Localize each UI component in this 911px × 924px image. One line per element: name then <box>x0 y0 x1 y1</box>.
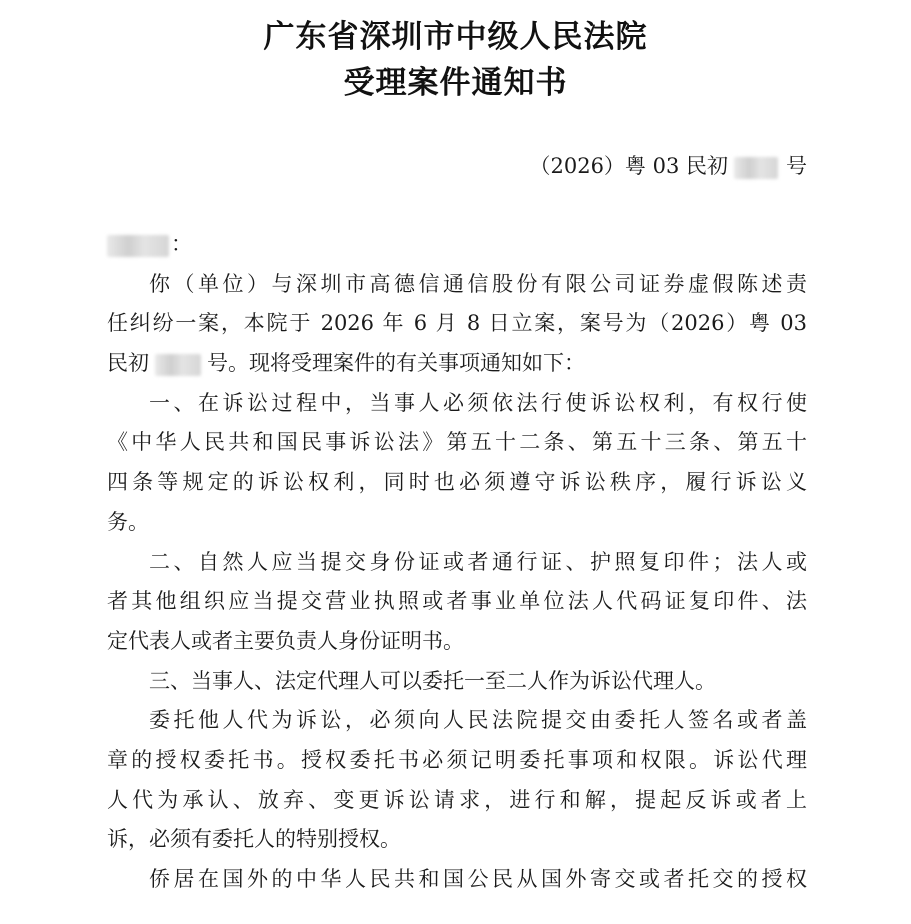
paragraph-line: 诉，必须有委托人的特别授权。 <box>107 827 401 852</box>
case-number-prefix: （2026）粤 03 民初 <box>529 154 728 178</box>
paragraph-line: 章的授权委托书。授权委托书必须记明委托事项和权限。诉讼代理 <box>107 747 807 772</box>
paragraph-line: 你（单位）与深圳市高德信通信股份有限公司证券虚假陈述责 <box>149 271 807 296</box>
paragraph-line <box>107 344 807 384</box>
paragraph-line: 二、自然人应当提交身份证或者通行证、护照复印件；法人或 <box>149 549 807 574</box>
redacted-case-number <box>734 157 778 179</box>
paragraph-line: 务。 <box>107 509 149 534</box>
court-name-title: 广东省深圳市中级人民法院 <box>263 19 648 55</box>
paragraph-line: 一、在诉讼过程中，当事人必须依法行使诉讼权利，有权行使 <box>149 390 807 415</box>
paragraph-text: 民初 <box>107 351 149 376</box>
case-number-suffix: 号 <box>786 154 807 178</box>
paragraph-text: 号。现将受理案件的有关事项通知如下： <box>207 351 585 376</box>
notice-type-title: 受理案件通知书 <box>343 65 568 101</box>
addressee-line <box>107 225 807 265</box>
redacted-addressee-name <box>107 235 169 257</box>
paragraph-line: 三、当事人、法定代理人可以委托一至二人作为诉讼代理人。 <box>149 668 716 693</box>
paragraph-line: 任纠纷一案，本院于 2026 年 6 月 8 日立案，案号为（2026）粤 03 <box>107 311 807 336</box>
paragraph-line: 侨居在国外的中华人民共和国公民从国外寄交或者托交的授权 <box>149 867 807 891</box>
document-title <box>0 14 911 106</box>
paragraph-line: 者其他组织应当提交营业执照或者事业单位法人代码证复印件、法 <box>107 589 807 614</box>
notice-body <box>107 225 807 900</box>
paragraph-line: 定代表人或者主要负责人身份证明书。 <box>107 628 464 653</box>
paragraph-line: 委托他人代为诉讼，必须向人民法院提交由委托人签名或者盖 <box>149 708 807 733</box>
addressee-colon: ： <box>171 232 192 256</box>
case-number <box>529 150 807 182</box>
paragraph-line: 四条等规定的诉讼权利，同时也必须遵守诉讼秩序，履行诉讼义 <box>107 470 807 495</box>
paragraph-line: 人代为承认、放弃、变更诉讼请求，进行和解，提起反诉或者上 <box>107 787 807 812</box>
redacted-case-number-inline <box>155 354 201 376</box>
paragraph-line: 《中华人民共和国民事诉讼法》第五十二条、第五十三条、第五十 <box>107 430 807 455</box>
